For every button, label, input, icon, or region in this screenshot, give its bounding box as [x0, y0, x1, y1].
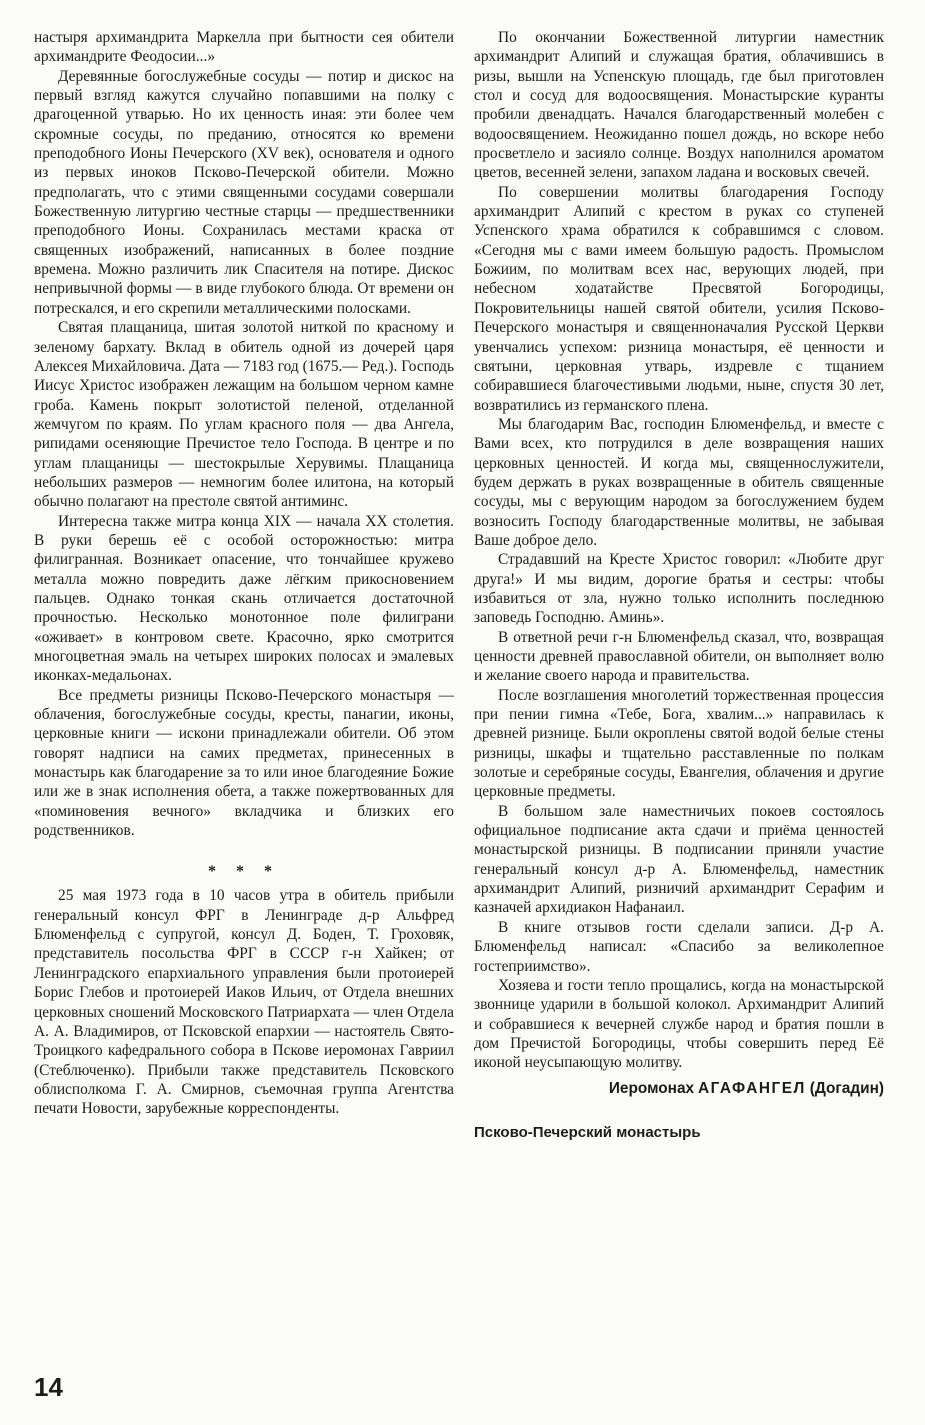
left-column: [34, 28, 454, 1119]
paragraph: В ответной речи г-н Блюменфельд сказал, что, возвращая ценности древней православной обители, он выполняет волю и желание своего народа и правительства.: [474, 628, 884, 685]
right-column: [474, 28, 884, 1142]
paragraph: Хозяева и гости тепло прощались, когда на монастырской звоннице ударили в большой колокол. Архимандрит Алипий и собравшиеся к вечерней службе народ и братия пошли в дом Пречистой Богородицы, чтобы совершить перед Её иконой неусыпающую молитву.: [474, 976, 884, 1072]
place-of-writing: Псково-Печерский монастырь: [474, 1123, 701, 1141]
paragraph: Интересна также митра конца XIX — начала XX столетия. В руки берешь её с особой осторожностью: митра филигранная. Возникает опасение, что тончайшее кружево металла можно повредить даже лёгким прикосновением пальцев. Однако тонкая скань отличается достаточной прочностью. Несколько монотонное поле филиграни «оживает» в контровом свете. Красочно, ярко смотрится многоцветная эмаль на четырех широких полосах и эмалевых иконках-медальонах.: [34, 512, 454, 685]
paragraph: В книге отзывов гости сделали записи. Д-р А. Блюменфельд написал: «Спасибо за великолепное гостеприимство».: [474, 918, 884, 975]
paragraph: Страдавший на Кресте Христос говорил: «Любите друг друга!» И мы видим, дорогие братья и сестры: чтобы избавиться от зла, нужно только исполнить последнюю заповедь Господню. Аминь».: [474, 551, 884, 627]
author-signature: [474, 1079, 884, 1099]
page-number: 14: [34, 1372, 63, 1402]
author-name: АГАФАНГЕЛ: [697, 1079, 806, 1097]
paragraph: Святая плащаница, шитая золотой ниткой по красному и зеленому бархату. Вклад в обитель одной из дочерей царя Алексея Михайловича. Дата — 7183 год (1675.— Ред.). Господь Иисус Христос изображен лежащим на большом черном камне гроба. Камень покрыт золотистой пеленой, отделанной жемчугом по краям. По углам красного поля — два Ангела, рипидами осеняющие Пречистое тело Господа. В центре и по углам плащаницы — шестокрылые Херувимы. Плащаница небольших размеров — немногим более илитона, на который обычно полагают на престоле святой антиминс.: [34, 319, 454, 511]
author-surname: (Догадин): [809, 1079, 884, 1097]
paragraph: настыря архимандрита Маркелла при бытности сея обители архимандрите Феодосии...»: [34, 29, 454, 66]
paragraph: Мы благодарим Вас, господин Блюменфельд, и вместе с Вами всех, кто потрудился в деле возвращения наших церковных ценностей. И когда мы, священнослужители, будем держать в руках возвращенные в обитель священные сосуды, мы с верующим народом за богослужением будем возносить Господу благодарственные молитвы, не забывая Ваше доброе дело.: [474, 415, 884, 549]
section-divider: * * *: [208, 863, 280, 881]
paragraph: В большом зале наместничьих покоев состоялось официальное подписание акта сдачи и приёма ценностей монастырской ризницы. В подписании приняли участие генеральный консул д-р А. Блюменфельд, наместник архимандрит Алипий, ризничий архимандрит Серафим и казначей архидиакон Нафанаил.: [474, 802, 884, 917]
paragraph: 25 мая 1973 года в 10 часов утра в обитель прибыли генеральный консул ФРГ в Ленинграде д-р Альфред Блюменфельд с супругой, консул Д. Боден, Т. Гроховяк, представитель посольства ФРГ в СССР г-н Хайкен; от Ленинградского епархиального управления были протоиерей Борис Глебов и протоиерей Иаков Ильич, от Отдела внешних церковных сношений Московского Патриархата — член Отдела А. А. Владимиров, от Псковской епархии — настоятель Свято-Троицкого кафедрального собора в Пскове иеромонах Гавриил (Стеблюченко). Прибыли также представитель Псковского облисполкома Г. А. Смирнов, съемочная группа Агентства печати Новости, зарубежные корреспонденты.: [34, 887, 454, 1118]
paragraph: Деревянные богослужебные сосуды — потир и дискос на первый взгляд кажутся случайно попавшими на полку с драгоценной утварью. Но их ценность иная: эти более чем скромные сосуды, по преданию, относятся ко времени преподобного Ионы Печерского (XV век), основателя и одного из первых иноков Псково-Печерской обители. Можно предполагать, что с этими священными сосудами совершали Божественную литургию честные старцы — предшественники преподобного Ионы. Сохранилась местами краска от священных изображений, написанных в более поздние времена. Можно различить лик Спасителя на потире. Дискос непривычной формы — в виде глубокого блюда. От времени он потрескался, и его скрепили металлическими полосками.: [34, 67, 454, 317]
paragraph: По совершении молитвы благодарения Господу архимандрит Алипий с крестом в руках со ступеней Успенского храма обратился к собравшимся с словом. «Сегодня мы с вами имеем большую радость. Промыслом Божиим, по молитвам всех нас, верующих людей, при небесном ходатайстве Пресвятой Богородицы, Покровительницы нашей святой обители, усилия Псково-Печерского монастыря и священноначалия Русской Церкви увенчались успехом: ризница монастыря, её ценности и святыни, церковная утварь, издревле с тщанием собиравшиеся благочестивыми людьми, ныне, спустя 30 лет, возвратились из германского плена.: [474, 183, 884, 414]
author-title: Иеромонах: [608, 1079, 695, 1097]
paragraph: Все предметы ризницы Псково-Печерского монастыря — облачения, богослужебные сосуды, кресты, панагии, иконы, церковные книги — искони принадлежали обители. Об этом говорят надписи на самих предметах, принесенных в монастырь как благодарение за то или иное благодеяние Божие или же в знак исполнения обета, а также пожертвованных для «поминовения вечного» вкладчика и близких его родственников.: [34, 686, 454, 840]
paragraph: После возглашения многолетий торжественная процессия при пении гимна «Тебе, Бога, хвалим...» направилась к древней ризнице. Были окроплены святой водой белые стены ризницы, шкафы и тщательно расставленные по полкам золотые и серебряные сосуды, Евангелия, облачения и другие церковные предметы.: [474, 686, 884, 801]
paragraph: По окончании Божественной литургии наместник архимандрит Алипий и служащая братия, облачившись в ризы, вышли на Успенскую площадь, где был приготовлен стол и сосуд для водоосвящения. Монастырские куранты пробили двенадцать. Начался благодарственный молебен с водоосвящением. Неожиданно пошел дождь, но вскоре небо просветлело и засияло солнце. Воздух наполнился ароматом цветов, весенней зелени, запахом ладана и восковых свечей.: [474, 29, 884, 182]
